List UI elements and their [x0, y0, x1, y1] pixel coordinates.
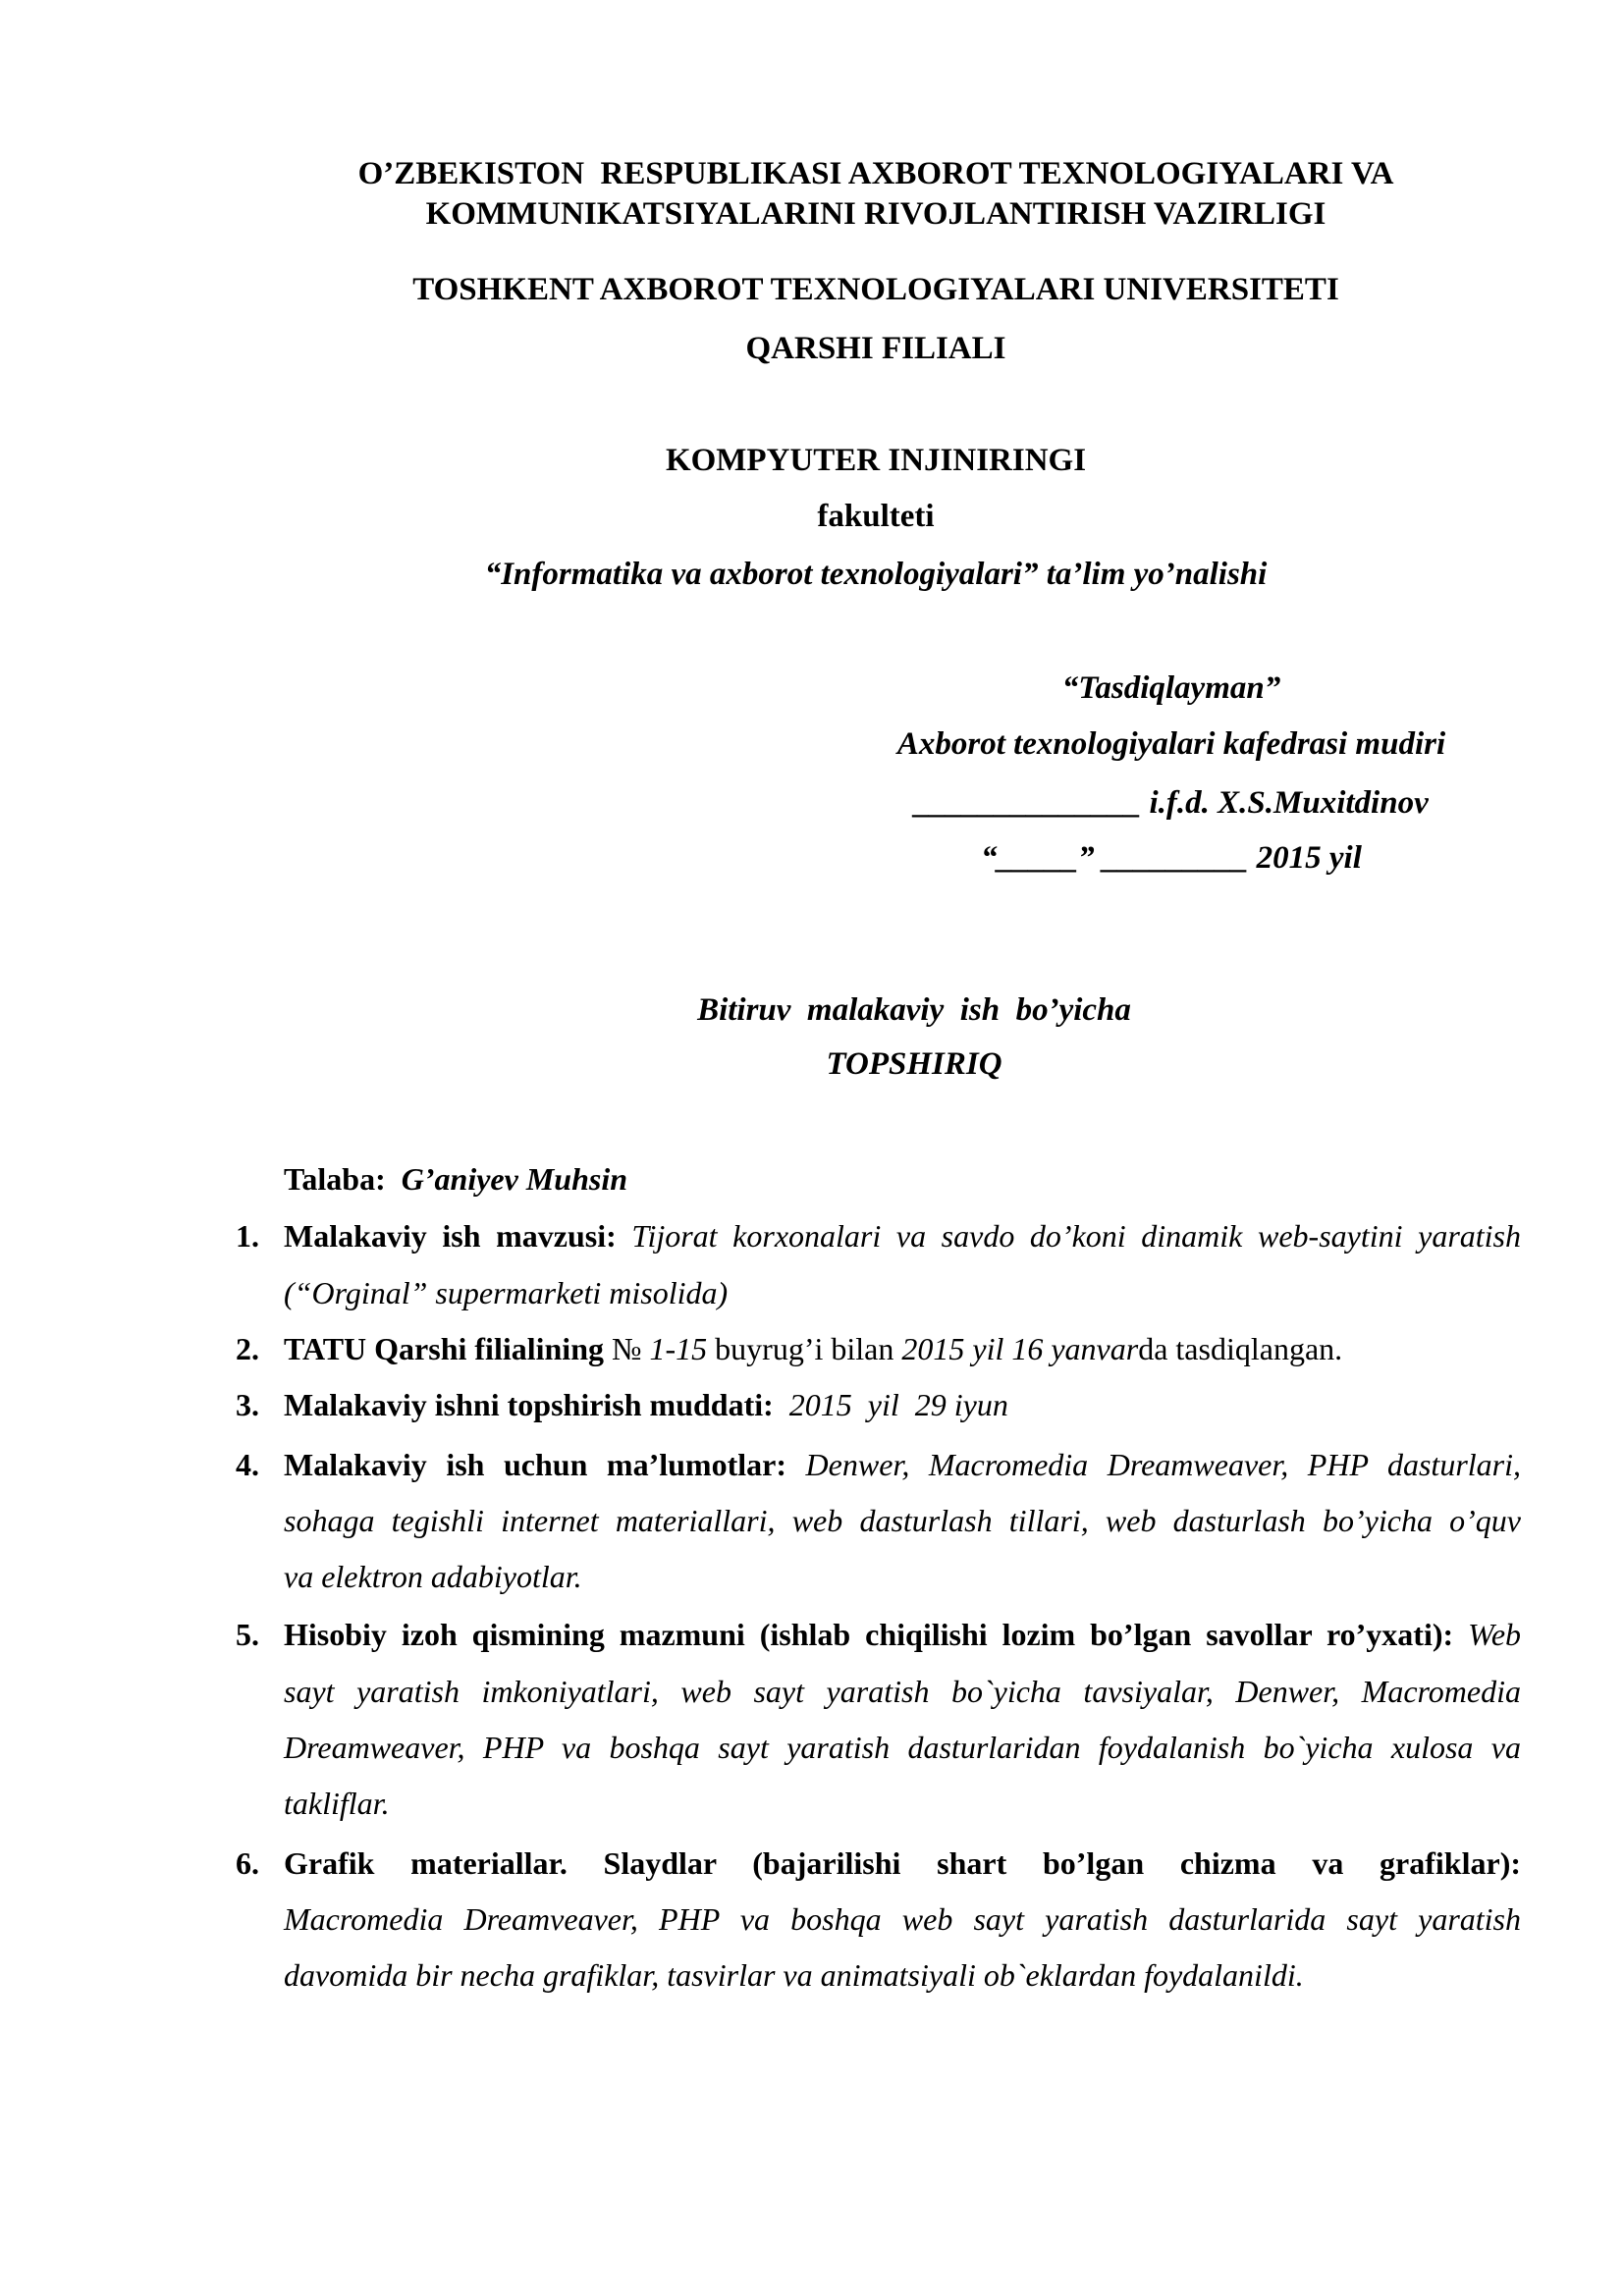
list-item-line — [284, 1899, 1521, 1939]
assignment-subtitle: Bitiruv malakaviy ish bo’yicha — [697, 992, 1131, 1028]
list-item-line — [284, 1329, 1521, 1368]
item-text: sohaga tegishli internet materiallari, web dasturlash tillari, web dasturlash bo’yicha o’quv — [284, 1503, 1521, 1538]
order-number: 1-15 — [649, 1331, 708, 1366]
item-number: 2. — [236, 1331, 259, 1366]
item-text: Denwer, Macromedia Dreamweaver, PHP dasturlari, — [805, 1447, 1522, 1482]
signature-blank: ______________ — [914, 785, 1142, 821]
deadline-date: 2015 yil 29 iyun — [788, 1387, 1008, 1422]
list-item-line — [284, 1445, 1521, 1484]
item-number: 1. — [236, 1218, 259, 1254]
signature-line — [864, 783, 1479, 823]
item-text: sayt yaratish imkoniyatlari, web sayt yaratish bo`yicha tavsiyalar, Denwer, Macromedia — [284, 1674, 1521, 1709]
branch-name: QARSHI FILIALI — [745, 331, 1006, 366]
student-label: Talaba: — [284, 1161, 386, 1197]
item-text: buyrug’i bilan — [715, 1331, 894, 1366]
student-line — [284, 1159, 627, 1199]
list-item-line — [284, 1784, 1521, 1823]
faculty-word: fakulteti — [817, 499, 935, 534]
study-direction: “Informatika va axborot texnologiyalari” ta’lim yo’nalishi — [484, 557, 1268, 592]
faculty-name: KOMPYUTER INJINIRINGI — [665, 443, 1087, 478]
list-item-line — [284, 1615, 1521, 1654]
list-item-line — [284, 1385, 1521, 1424]
item-number: 3. — [236, 1387, 259, 1422]
approval-date-line: “_____” _________ 2015 yil — [981, 840, 1362, 876]
item-text: va elektron adabiyotlar. — [284, 1559, 582, 1594]
approval-position: Axborot texnologiyalari kafedrasi mudiri — [896, 726, 1446, 762]
list-item-line — [284, 1501, 1521, 1540]
item-text: Dreamweaver, PHP va boshqa sayt yaratish dasturlaridan foydalanish bo`yicha xulosa va — [284, 1730, 1521, 1765]
item-label: Hisobiy izoh qismining mazmuni (ishlab chiqilishi lozim bo’lgan savollar ro’yxati): — [284, 1617, 1454, 1652]
list-item-line — [284, 1728, 1521, 1767]
approval-title: “Tasdiqlayman” — [1061, 670, 1281, 706]
number-sign: № — [611, 1331, 642, 1366]
item-number: 6. — [236, 1845, 259, 1881]
item-text: (“Orginal” supermarketi misolida) — [284, 1275, 729, 1310]
item-text: da tasdiqlangan. — [1138, 1331, 1343, 1366]
item-text: Macromedia Dreamveaver, PHP va boshqa web sayt yaratish dasturlarida sayt yaratish — [284, 1901, 1521, 1937]
student-name: G’aniyev Muhsin — [401, 1161, 627, 1197]
item-text: Tijorat korxonalari va savdo do’koni dinamik web-saytini yaratish — [631, 1218, 1522, 1254]
item-text: Web — [1468, 1617, 1522, 1652]
item-number: 4. — [236, 1447, 259, 1482]
item-label: Malakaviy ish mavzusi: — [284, 1218, 617, 1254]
list-item-line — [284, 1216, 1521, 1255]
item-number: 5. — [236, 1617, 259, 1652]
university-name: TOSHKENT AXBOROT TEXNOLOGIYALARI UNIVERSITETI — [412, 272, 1339, 307]
item-label: Malakaviy ish uchun ma’lumotlar: — [284, 1447, 786, 1482]
ministry-line-1: O’ZBEKISTON RESPUBLIKASI AXBOROT TEXNOLOGIYALARI VA — [357, 156, 1394, 191]
list-item-line — [284, 1955, 1521, 1995]
item-label: Grafik materiallar. Slaydlar (bajarilishi shart bo’lgan chizma va grafiklar): — [284, 1845, 1521, 1881]
list-item-line — [284, 1557, 1521, 1596]
item-text: davomida bir necha grafiklar, tasvirlar va animatsiyali ob`eklardan foydalanildi. — [284, 1957, 1304, 1993]
list-item-line — [284, 1672, 1521, 1711]
assignment-title: TOPSHIRIQ — [826, 1046, 1002, 1082]
item-label: TATU Qarshi filialining — [284, 1331, 604, 1366]
item-text: takliflar. — [284, 1786, 390, 1821]
ministry-line-2: KOMMUNIKATSIYALARINI RIVOJLANTIRISH VAZIRLIGI — [425, 196, 1326, 232]
list-item-line — [284, 1843, 1521, 1883]
signatory-name: i.f.d. X.S.Muxitdinov — [1149, 785, 1429, 821]
order-date: 2015 yil 16 yanvar — [901, 1331, 1139, 1366]
item-label: Malakaviy ishni topshirish muddati: — [284, 1387, 774, 1422]
list-item-line — [284, 1273, 1521, 1312]
